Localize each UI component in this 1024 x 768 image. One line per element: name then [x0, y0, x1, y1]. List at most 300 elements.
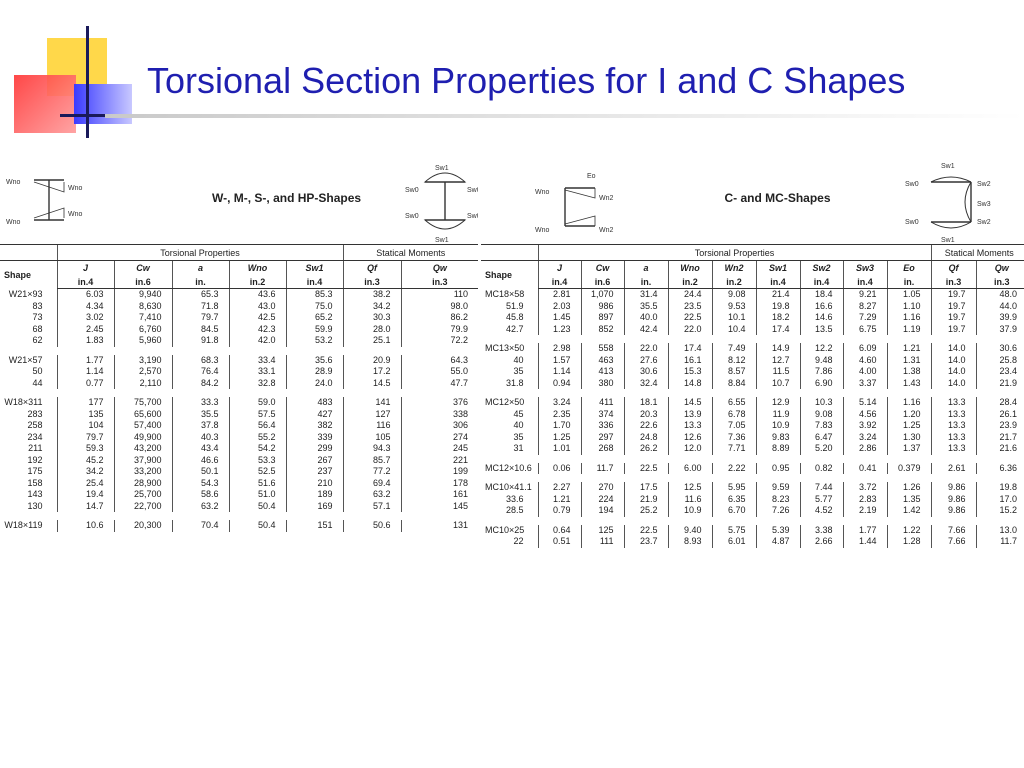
value-cell: 12.6: [668, 432, 712, 444]
value-cell: 110: [401, 289, 478, 301]
value-cell: 94.3: [343, 443, 401, 455]
value-cell: 1.14: [57, 366, 114, 378]
value-cell: 9,940: [114, 289, 172, 301]
value-cell: 8.57: [712, 366, 756, 378]
value-cell: 111: [581, 536, 624, 548]
value-cell: 17.4: [756, 324, 800, 336]
wno-label: Wno: [6, 179, 21, 186]
value-cell: 19.7: [931, 289, 976, 301]
value-cell: 5.20: [800, 443, 843, 455]
statical-moments-group: Statical Moments: [343, 245, 478, 261]
value-cell: 46.6: [172, 455, 229, 467]
value-cell: 11.9: [756, 409, 800, 421]
value-cell: 79.9: [401, 324, 478, 336]
value-cell: 897: [581, 312, 624, 324]
value-cell: 1.23: [538, 324, 581, 336]
value-cell: 11.6: [668, 494, 712, 506]
value-cell: 3.37: [843, 378, 887, 390]
value-cell: 64.3: [401, 355, 478, 367]
group-spacer-row: [481, 455, 1024, 463]
value-cell: 1.19: [887, 324, 931, 336]
value-cell: 986: [581, 301, 624, 313]
value-cell: 1.83: [57, 335, 114, 347]
value-cell: 9.86: [931, 505, 976, 517]
column-unit-header: in.2: [229, 275, 286, 289]
value-cell: 1,070: [581, 289, 624, 301]
svg-text:Wno: Wno: [68, 211, 83, 218]
value-cell: 5.75: [712, 525, 756, 537]
table-row: [481, 289, 1024, 301]
value-cell: 22,700: [114, 501, 172, 513]
value-cell: 50.6: [343, 520, 401, 532]
value-cell: 11.5: [756, 366, 800, 378]
svg-text:Sw1: Sw1: [435, 165, 449, 172]
value-cell: 20.3: [624, 409, 668, 421]
value-cell: 10.1: [712, 312, 756, 324]
svg-text:Sw0: Sw0: [467, 213, 481, 220]
value-cell: 20.9: [343, 355, 401, 367]
column-symbol-header: Qf: [931, 261, 976, 276]
value-cell: 76.4: [172, 366, 229, 378]
value-cell: 9.21: [843, 289, 887, 301]
svg-text:Sw2: Sw2: [977, 181, 991, 188]
value-cell: 270: [581, 482, 624, 494]
value-cell: 14.0: [931, 343, 976, 355]
value-cell: 299: [286, 443, 343, 455]
value-cell: 21.6: [976, 443, 1024, 455]
value-cell: 8.89: [756, 443, 800, 455]
value-cell: 2.35: [538, 409, 581, 421]
value-cell: 13.3: [931, 443, 976, 455]
value-cell: 17.4: [668, 343, 712, 355]
value-cell: 21.4: [756, 289, 800, 301]
value-cell: 51.0: [229, 489, 286, 501]
value-cell: 161: [401, 489, 478, 501]
value-cell: 6.75: [843, 324, 887, 336]
shape-designation-cell: 51.9: [505, 300, 524, 311]
value-cell: 86.2: [401, 312, 478, 324]
value-cell: 14.0: [931, 366, 976, 378]
value-cell: 2.22: [712, 463, 756, 475]
value-cell: 274: [401, 432, 478, 444]
value-cell: 1.31: [887, 355, 931, 367]
table-row: [0, 397, 478, 409]
value-cell: 14.5: [668, 397, 712, 409]
svg-text:Sw1: Sw1: [941, 163, 955, 170]
value-cell: 15.2: [976, 505, 1024, 517]
table-header-banner: [481, 152, 1024, 245]
value-cell: 77.2: [343, 466, 401, 478]
table-row: [0, 466, 478, 478]
value-cell: 9.40: [668, 525, 712, 537]
value-cell: 1.16: [887, 312, 931, 324]
table-row: [0, 478, 478, 490]
value-cell: 3.92: [843, 420, 887, 432]
value-cell: 1.77: [843, 525, 887, 537]
value-cell: 306: [401, 420, 478, 432]
table-row: [481, 420, 1024, 432]
value-cell: 9.86: [931, 494, 976, 506]
value-cell: 63.2: [172, 501, 229, 513]
value-cell: 4.87: [756, 536, 800, 548]
value-cell: 10.4: [712, 324, 756, 336]
value-cell: 11.7: [581, 463, 624, 475]
value-cell: 56.4: [229, 420, 286, 432]
value-cell: 1.42: [887, 505, 931, 517]
column-unit-header: in.3: [343, 275, 401, 289]
logo-horizontal-line: [60, 114, 110, 117]
shape-designation-cell: 258: [27, 420, 43, 430]
value-cell: 14.9: [756, 343, 800, 355]
value-cell: 12.5: [668, 482, 712, 494]
table-row: [0, 420, 478, 432]
value-cell: 14.8: [668, 378, 712, 390]
value-cell: 12.2: [800, 343, 843, 355]
value-cell: 145: [401, 501, 478, 513]
value-cell: 5.95: [712, 482, 756, 494]
value-cell: 4.60: [843, 355, 887, 367]
value-cell: 1.22: [887, 525, 931, 537]
value-cell: 23.5: [668, 301, 712, 313]
value-cell: 151: [286, 520, 343, 532]
value-cell: 15.3: [668, 366, 712, 378]
shape-designation-cell: 40: [513, 420, 524, 430]
value-cell: 1.25: [887, 420, 931, 432]
table-row: [481, 312, 1024, 324]
shape-group-spacer: [481, 245, 538, 261]
value-cell: 2.27: [538, 482, 581, 494]
value-cell: 24.0: [286, 378, 343, 390]
table-row: [481, 324, 1024, 336]
shape-designation-cell: 31: [513, 443, 524, 453]
value-cell: 28.4: [976, 397, 1024, 409]
column-symbol-header: Sw2: [800, 261, 843, 276]
value-cell: 79.7: [172, 312, 229, 324]
value-cell: 10.3: [800, 397, 843, 409]
value-cell: 7.36: [712, 432, 756, 444]
value-cell: 16.1: [668, 355, 712, 367]
value-cell: 3.02: [57, 312, 114, 324]
value-cell: 91.8: [172, 335, 229, 347]
value-cell: 0.82: [800, 463, 843, 475]
value-cell: 14.5: [343, 378, 401, 390]
svg-text:Wno: Wno: [68, 185, 83, 192]
i-shape-diagram-icon: [4, 160, 114, 240]
value-cell: 50.4: [229, 501, 286, 513]
w-shapes-table: [0, 152, 481, 532]
table-row: [481, 505, 1024, 517]
value-cell: 8.12: [712, 355, 756, 367]
table-row: [481, 409, 1024, 421]
column-symbol-header: Cw: [581, 261, 624, 276]
value-cell: 19.7: [931, 312, 976, 324]
table-row: [0, 335, 478, 347]
value-cell: 237: [286, 466, 343, 478]
table-row: [0, 432, 478, 444]
value-cell: 413: [581, 366, 624, 378]
column-symbol-header: J: [57, 261, 114, 276]
value-cell: 13.9: [668, 409, 712, 421]
value-cell: 1.21: [538, 494, 581, 506]
value-cell: 2.98: [538, 343, 581, 355]
value-cell: 84.2: [172, 378, 229, 390]
value-cell: 8,630: [114, 301, 172, 313]
value-cell: 59.9: [286, 324, 343, 336]
shape-designation-cell: 83: [32, 300, 43, 311]
shape-designation-cell: 35: [513, 366, 524, 376]
value-cell: 65.2: [286, 312, 343, 324]
value-cell: 2.83: [843, 494, 887, 506]
value-cell: 382: [286, 420, 343, 432]
value-cell: 7,410: [114, 312, 172, 324]
value-cell: 13.3: [931, 397, 976, 409]
table-row: [0, 455, 478, 467]
shape-designation-cell: 28.5: [505, 505, 524, 515]
value-cell: 19.7: [931, 324, 976, 336]
table-row: [481, 525, 1024, 537]
table-row: [481, 443, 1024, 455]
value-cell: 35.5: [172, 409, 229, 421]
shape-column-header: Shape: [485, 269, 513, 280]
shape-designation-cell: MC12×50: [485, 397, 525, 407]
value-cell: 18.4: [800, 289, 843, 301]
value-cell: 9.53: [712, 301, 756, 313]
value-cell: 42.3: [229, 324, 286, 336]
value-cell: 59.0: [229, 397, 286, 409]
value-cell: 30.6: [976, 343, 1024, 355]
column-symbol-header: Sw1: [286, 261, 343, 276]
value-cell: 7.05: [712, 420, 756, 432]
value-cell: 13.3: [668, 420, 712, 432]
shape-designation-cell: 33.6: [505, 493, 524, 504]
column-symbol-header: Qf: [343, 261, 401, 276]
value-cell: 22.0: [668, 324, 712, 336]
value-cell: 4.34: [57, 301, 114, 313]
value-cell: 22.5: [624, 525, 668, 537]
svg-text:Sw0: Sw0: [405, 213, 419, 220]
value-cell: 6.47: [800, 432, 843, 444]
value-cell: 2.45: [57, 324, 114, 336]
value-cell: 1.70: [538, 420, 581, 432]
value-cell: 376: [401, 397, 478, 409]
value-cell: 35.6: [286, 355, 343, 367]
group-spacer-row: [481, 474, 1024, 482]
value-cell: 6.90: [800, 378, 843, 390]
value-cell: 3,190: [114, 355, 172, 367]
column-unit-header: in.: [887, 275, 931, 289]
value-cell: 463: [581, 355, 624, 367]
shape-designation-cell: 211: [28, 443, 43, 453]
value-cell: 75,700: [114, 397, 172, 409]
value-cell: 59.3: [57, 443, 114, 455]
value-cell: 7.66: [931, 536, 976, 548]
svg-text:Wno: Wno: [535, 227, 550, 234]
c-statical-moment-diagram-icon: [901, 160, 1021, 244]
value-cell: 1.37: [887, 443, 931, 455]
value-cell: 14.6: [800, 312, 843, 324]
table-row: [0, 520, 478, 532]
value-cell: 169: [286, 501, 343, 513]
column-symbol-header: Eo: [887, 261, 931, 276]
table-row: [481, 355, 1024, 367]
value-cell: 6.01: [712, 536, 756, 548]
shape-designation-cell: 50: [32, 366, 43, 376]
column-unit-header: in.2: [712, 275, 756, 289]
value-cell: 1.43: [887, 378, 931, 390]
value-cell: 5,960: [114, 335, 172, 347]
table-row: [0, 378, 478, 390]
value-cell: 4.00: [843, 366, 887, 378]
logo-blue-square: [74, 84, 132, 124]
value-cell: 55.2: [229, 432, 286, 444]
c-shapes-table-body: [481, 289, 1024, 548]
value-cell: 31.4: [624, 289, 668, 301]
slide-title: Torsional Section Properties for I and C Shapes: [147, 60, 906, 101]
value-cell: 189: [286, 489, 343, 501]
value-cell: 20,300: [114, 520, 172, 532]
value-cell: 177: [57, 397, 114, 409]
table-row: [0, 289, 478, 301]
shape-designation-cell: W21×57: [8, 354, 43, 365]
value-cell: 2.81: [538, 289, 581, 301]
value-cell: 267: [286, 455, 343, 467]
column-symbol-header: Wno: [229, 261, 286, 276]
table-row: [481, 482, 1024, 494]
value-cell: 1.35: [887, 494, 931, 506]
value-cell: 34.2: [343, 301, 401, 313]
value-cell: 105: [343, 432, 401, 444]
table-row: [0, 312, 478, 324]
column-unit-header: in.4: [286, 275, 343, 289]
value-cell: 12.0: [668, 443, 712, 455]
column-unit-header: in.6: [114, 275, 172, 289]
value-cell: 4.52: [800, 505, 843, 517]
value-cell: 9.08: [712, 289, 756, 301]
shape-designation-cell: 62: [32, 335, 43, 345]
value-cell: 1.16: [887, 397, 931, 409]
value-cell: 1.25: [538, 432, 581, 444]
value-cell: 25.1: [343, 335, 401, 347]
value-cell: 24.4: [668, 289, 712, 301]
c-shapes-table-panel: [481, 152, 1024, 550]
table-row: [481, 343, 1024, 355]
value-cell: 17.2: [343, 366, 401, 378]
shape-designation-cell: 73: [32, 312, 43, 322]
svg-text:Eo: Eo: [587, 173, 596, 180]
table-row: [0, 366, 478, 378]
value-cell: 131: [401, 520, 478, 532]
group-spacer-row: [481, 517, 1024, 525]
svg-text:Sw0: Sw0: [905, 181, 919, 188]
shape-group-spacer: [0, 245, 57, 261]
value-cell: 3.38: [800, 525, 843, 537]
column-unit-header: in.4: [843, 275, 887, 289]
value-cell: 7.44: [800, 482, 843, 494]
value-cell: 0.79: [538, 505, 581, 517]
svg-text:Sw0: Sw0: [467, 187, 481, 194]
shape-designation-cell: 44: [32, 377, 43, 388]
value-cell: 10.9: [756, 420, 800, 432]
value-cell: 483: [286, 397, 343, 409]
value-cell: 42.0: [229, 335, 286, 347]
column-unit-header: in.6: [581, 275, 624, 289]
value-cell: 27.6: [624, 355, 668, 367]
value-cell: 1.30: [887, 432, 931, 444]
value-cell: 1.77: [57, 355, 114, 367]
value-cell: 71.8: [172, 301, 229, 313]
value-cell: 3.72: [843, 482, 887, 494]
value-cell: 852: [581, 324, 624, 336]
value-cell: 14.7: [57, 501, 114, 513]
value-cell: 50.4: [229, 520, 286, 532]
value-cell: 85.3: [286, 289, 343, 301]
value-cell: 19.8: [976, 482, 1024, 494]
value-cell: 19.4: [57, 489, 114, 501]
shape-designation-cell: W21×93: [8, 288, 43, 299]
group-spacer-row: [0, 512, 478, 520]
group-spacer-row: [0, 389, 478, 397]
value-cell: 38.2: [343, 289, 401, 301]
value-cell: 0.06: [538, 463, 581, 475]
value-cell: 17.0: [976, 494, 1024, 506]
value-cell: 54.3: [172, 478, 229, 490]
shape-designation-cell: MC10×25: [485, 524, 525, 535]
value-cell: 33.3: [172, 397, 229, 409]
value-cell: 380: [581, 378, 624, 390]
value-cell: 28.9: [286, 366, 343, 378]
value-cell: 22.5: [624, 463, 668, 475]
value-cell: 45.2: [57, 455, 114, 467]
value-cell: 18.1: [624, 397, 668, 409]
value-cell: 4.56: [843, 409, 887, 421]
value-cell: 39.9: [976, 312, 1024, 324]
shape-designation-cell: 234: [27, 431, 43, 442]
shape-designation-cell: 192: [27, 454, 43, 465]
value-cell: 1.44: [843, 536, 887, 548]
value-cell: 2.03: [538, 301, 581, 313]
value-cell: 8.23: [756, 494, 800, 506]
value-cell: 16.6: [800, 301, 843, 313]
value-cell: 25,700: [114, 489, 172, 501]
shape-designation-cell: 68: [32, 323, 43, 334]
value-cell: 54.2: [229, 443, 286, 455]
value-cell: 24.8: [624, 432, 668, 444]
value-cell: 12.9: [756, 397, 800, 409]
column-symbol-header: J: [538, 261, 581, 276]
value-cell: 9.59: [756, 482, 800, 494]
value-cell: 0.94: [538, 378, 581, 390]
value-cell: 2.86: [843, 443, 887, 455]
value-cell: 338: [401, 409, 478, 421]
c-statical-diagram-cell: [887, 152, 1024, 245]
column-symbol-header: Wno: [668, 261, 712, 276]
value-cell: 19.8: [756, 301, 800, 313]
value-cell: 7.26: [756, 505, 800, 517]
table-row: [481, 378, 1024, 390]
value-cell: 6.70: [712, 505, 756, 517]
value-cell: 21.7: [976, 432, 1024, 444]
value-cell: 19.7: [931, 301, 976, 313]
value-cell: 210: [286, 478, 343, 490]
column-unit-header: in.2: [668, 275, 712, 289]
value-cell: 13.3: [931, 432, 976, 444]
value-cell: 33.4: [229, 355, 286, 367]
table-row: [0, 301, 478, 313]
w-shapes-heading: W-, M-, S-, and HP-Shapes: [172, 152, 401, 245]
value-cell: 0.95: [756, 463, 800, 475]
value-cell: 34.2: [57, 466, 114, 478]
table-row: [481, 463, 1024, 475]
